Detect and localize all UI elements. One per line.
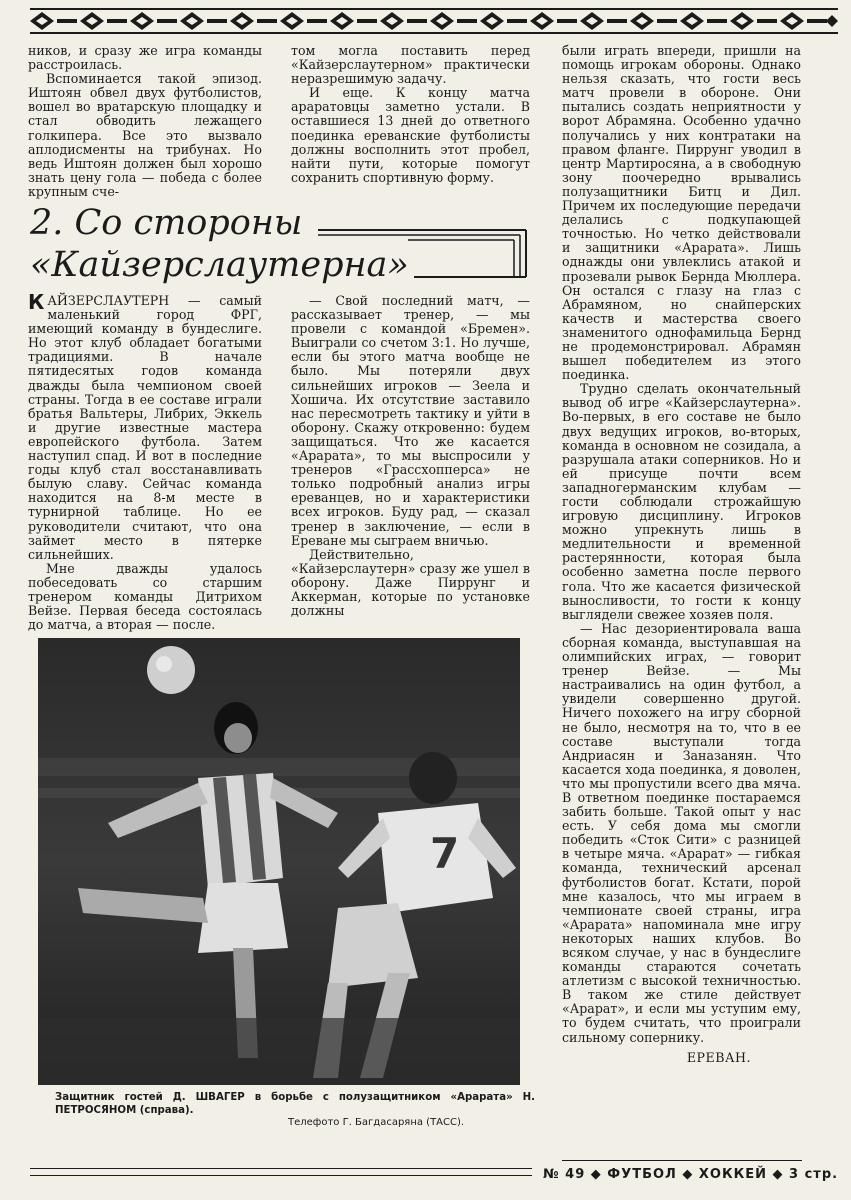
paragraph: — Нас дезориентировала ваша сборная команда, выступавшая на олимпийских играх, — говорит тренер Вейзе. — Мы настраивались на один футбол, а увидели совершенно другой. Ничего похожего на игру сборной не было, несмотря на то, что в ее составе выступали тогда Андриасян и Заназанян. Что касается хода поединка, я доволен, что мы пропустили всего два мяча. В ответном поединке постараемся забить больше. Такой опыт у нас есть. У себя дома мы смогли победить «Сток Сити» с разницей в четыре мяча. «Арарат» — гибкая команда, технический арсенал футболистов богат. Кстати, порой мне казалось, что мы играем в чемпионате своей страны, игра «Арарата» напоминала мне игру некоторых наших клубов. Во всяком случае, у нас в бундеслиге команды стараются сочетать атлетизм с высокой техничностью. В таком же стиле действует «Арарат», и если мы уступим ему, то будем считать, что проиграли сильному сопернику. (562, 620, 801, 1045)
photo-credit: Телефото Г. Багдасаряна (ТАСС). (288, 1117, 465, 1128)
drop-cap: К (28, 290, 45, 314)
article-column-1 (28, 44, 262, 199)
headline-line-1: 2. Со стороны (30, 203, 303, 243)
footer-rule-left (30, 1168, 532, 1176)
article-column-a (28, 290, 262, 633)
article-column-2 (291, 44, 530, 185)
headline-line-2: «Кайзерслаутерна» (30, 245, 409, 285)
dateline-signoff: ЕРЕВАН. (686, 1049, 751, 1065)
paragraph: том могла поставить перед «Кайзерслаутерном» практически неразрешимую задачу. (291, 43, 530, 87)
page-footer: № 49 ◆ ФУТБОЛ ◆ ХОККЕЙ ◆ 3 стр. (543, 1167, 839, 1182)
footer-rule-right (562, 1160, 802, 1164)
section-headline (30, 205, 530, 291)
paragraph: были играть впереди, пришли на помощь игрокам обороны. Однако нельзя сказать, что гости весь матч провели в обороне. Они пытались создать неприятности у ворот Абрамяна. Особенно удачно получались у них контратаки на правом фланге. Пиррунг уводил в центр Мартиросяна, а в свободную зону поочередно врывались полузащитники Битц и Дил. Причем их последующие передачи делались с подкупающей точностью. Но четко действовали и защитники «Арарата». Лишь однажды они увлеклись атакой и прозевали рывок Бернда Мюллера. Он остался с глазу на глаз с Абрамяном, но снайперских качеств и мастерства своего знаменитого однофамильца Бернд не продемонстрировал. Абрамян вышел победителем из этого поединка. (562, 43, 801, 383)
lead-paragraph: КАЙЗЕРСЛАУТЕРН — самый маленький город ФРГ, имеющий команду в бундеслиге. Но этот клуб обладает богатыми традициями. В начале пятидесятых годов команда дважды была чемпионом своей страны. Тогда в ее составе играли братья Вальтеры, Либрих, Эккель и другие известные мастера европейского футбола. Затем наступил спад. И вот в последние годы клуб стал восстанавливать былую славу. Сейчас команда находится на 8-м месте в турнирной таблице. Но ее руководители считают, что она займет место в пятерке сильнейших. (28, 290, 262, 562)
paragraph: Действительно, «Кайзерслаутерн» сразу же ушел в оборону. Даже Пиррунг и Аккерман, которые по установке должны (291, 546, 530, 619)
article-column-b (291, 294, 530, 618)
ornament-pattern (30, 10, 838, 32)
top-ornament-band (30, 8, 838, 34)
svg-text:7: 7 (430, 829, 460, 878)
paragraph: ников, и сразу же игра команды расстроилась. (28, 43, 262, 73)
football-players-image (38, 638, 520, 1085)
paragraph: И еще. К концу матча араратовцы заметно устали. В оставшиеся 13 дней до ответного поединка ереванские футболисты должны восполнить этот пробел, найти пути, которые помогут сохранить спортивную форму. (291, 85, 530, 185)
match-photo (38, 638, 520, 1085)
paragraph: Вспоминается такой эпизод. Иштоян обвел двух футболистов, вошел во вратарскую площадку и стал обводить лежащего голкипера. Все это вызвало аплодисменты на трибунах. Но ведь Иштоян должен был хорошо знать цену гола — победа с более крупным сче- (28, 71, 262, 199)
paragraph: Трудно сделать окончательный вывод об игре «Кайзерслаутерна». Во-первых, в его составе не было двух ведущих игроков, во-вторых, команда в основном не созидала, а разрушала атаки соперников. Но и ей присуще почти всем западногерманским клубам — гости соблюдали строжайшую игровую дисциплину. Игроков можно упрекнуть лишь в медлительности и временной растерянности, которая была особенно заметна после первого гола. Что же касается физической выносливости, то гости к концу выглядели свежее хозяев поля. (562, 381, 801, 622)
article-column-3 (562, 44, 801, 1065)
photo-caption: Защитник гостей Д. ШВАГЕР в борьбе с полузащитником «Арарата» Н. ПЕТРОСЯНОМ (справа). (55, 1092, 535, 1116)
paragraph: Мне дважды удалось побеседовать со старшим тренером команды Дитрихом Вейзе. Первая беседа состоялась до матча, а вторая — после. (28, 560, 262, 633)
paragraph: — Свой последний матч, — рассказывает тренер, — мы провели с командой «Бремен». Выиграли со счетом 3:1. Но лучше, если бы этого матча вообще не было. Мы потеряли двух сильнейших игроков — Зеела и Хошича. Их отсутствие заставило нас пересмотреть тактику и уйти в оборону. Скажу откровенно: будем защищаться. Что же касается «Арарата», то мы выспросили у тренеров «Грассхопперса» не только подробный анализ игры ереванцев, но и характеристики всех игроков. Буду рад, — сказал тренер в заключение, — если в Ереване мы сыграем вничью. (291, 293, 530, 548)
